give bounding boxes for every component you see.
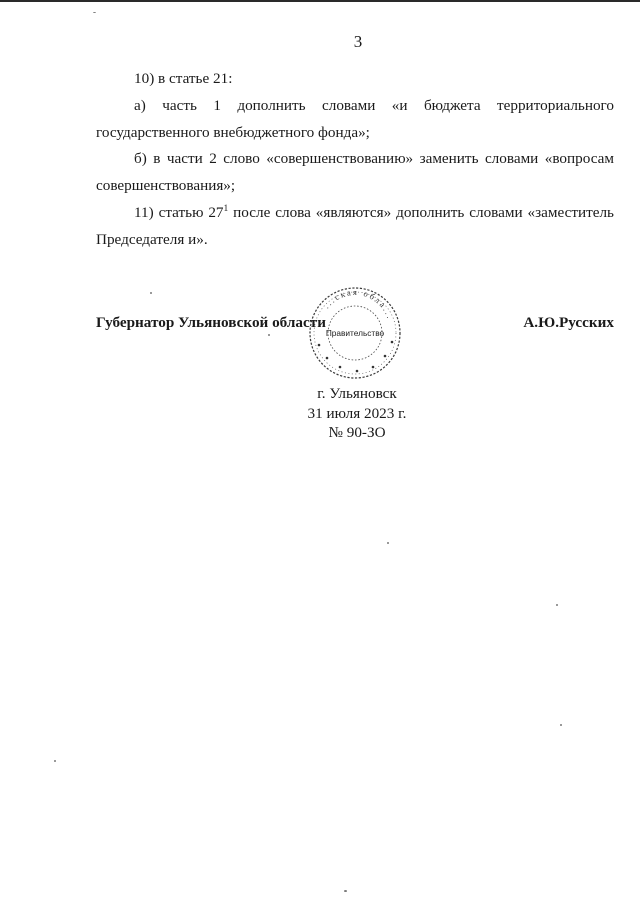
superscript-index: 1	[223, 203, 229, 214]
paragraph-part-1: а) часть 1 дополнить словами «и бюджета территориального государственного внебюджетного фонда»;	[96, 96, 614, 141]
paragraph-part-2: б) в части 2 слово «совершенствованию» заменить словами «вопросам совершенствования»;	[96, 150, 614, 195]
page-number: 3	[353, 32, 363, 51]
paragraph-article-27-start: 11) статью 27	[134, 203, 224, 221]
official-seal-stamp	[307, 285, 403, 381]
page-top-border	[0, 0, 640, 2]
seal-ring-text: ...ская обла...	[321, 286, 396, 322]
governor-name: А.Ю.Русских	[523, 314, 614, 331]
scan-speck	[150, 292, 152, 294]
place-date-number-block	[232, 384, 482, 443]
scan-speck	[93, 12, 96, 13]
scan-speck	[560, 724, 562, 726]
law-number: № 90-ЗО	[328, 424, 386, 441]
scan-speck	[387, 542, 389, 544]
seal-star-marks	[318, 341, 394, 373]
paragraph-article-27	[96, 200, 614, 254]
place-of-signing: г. Ульяновск	[317, 385, 397, 402]
scan-speck	[344, 890, 347, 892]
signing-date: 31 июля 2023 г.	[307, 404, 407, 422]
scan-speck	[268, 334, 270, 336]
paragraph-article-21: 10) в статье 21:	[134, 70, 233, 87]
scan-speck	[54, 760, 56, 762]
document-body	[96, 66, 614, 254]
governor-title: Губернатор Ульяновской области	[96, 314, 326, 331]
paragraph-article-27-end: после слова «являются» дополнить словами «заместитель Председателя и».	[96, 203, 614, 248]
scan-speck	[556, 604, 558, 606]
seal-center-text: Правительство	[325, 328, 385, 338]
